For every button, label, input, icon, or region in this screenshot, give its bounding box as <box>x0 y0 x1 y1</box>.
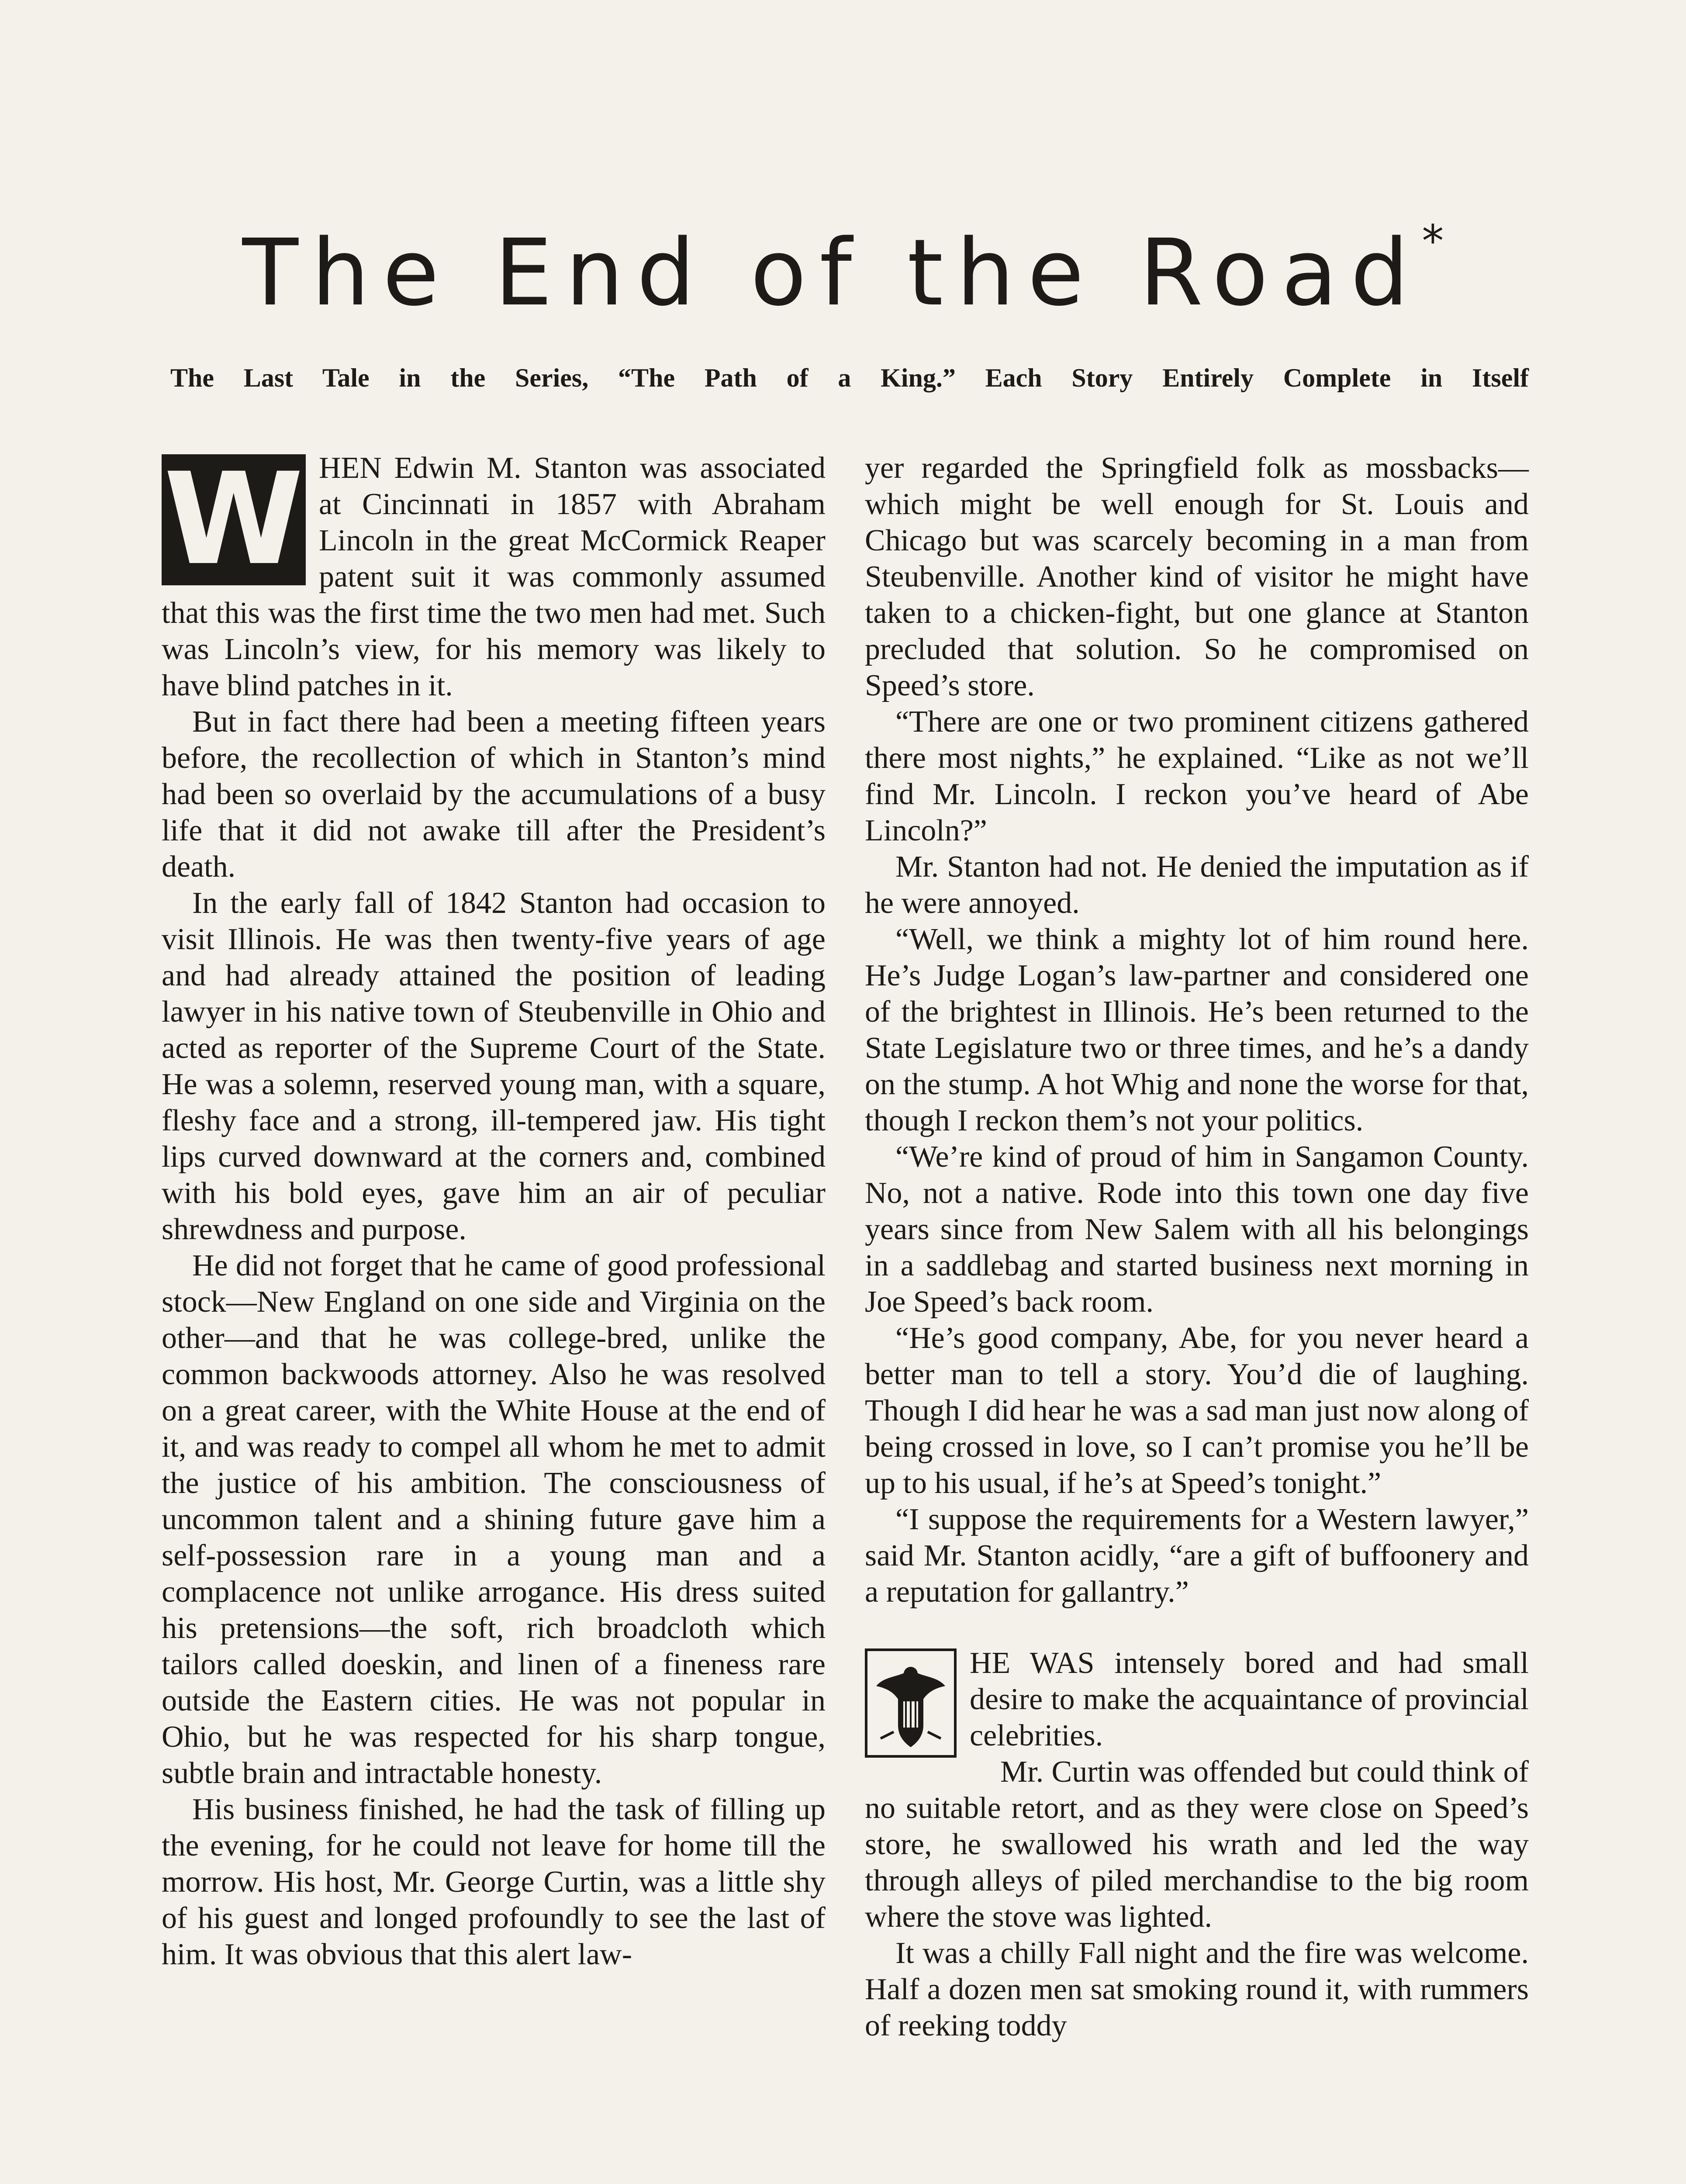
drop-cap-initial: W <box>162 454 306 585</box>
paragraph: HE WAS intensely bored and had small desire to make the acquaintance of provincial celebrities. <box>970 1646 1529 1752</box>
section-break <box>865 1610 1529 1645</box>
paragraph: yer regarded the Springfield folk as mossbacks—which might be well enough for St. Louis and Chicago but was scarcely becoming in a man from Steubenville. Another kind of visitor he might have taken to a chicken-fight, but one glance at Stanton precluded that solution. So he compromised on Speed’s store. <box>865 451 1529 702</box>
paragraph: HEN Edwin M. Stanton was associated at Cincinnati in 1857 with Abraham Lincoln in the great McCormick Reaper patent suit it was commonly assumed that this was the first time the two men had met. Such was Lincoln’s view, for his memory was likely to have blind patches in it. <box>162 451 826 702</box>
article-title: The End of the Road* <box>242 215 1444 326</box>
series-subtitle: The Last Tale in the Series, “The Path of a King.” Each Story Entirely Complete in Itself <box>170 363 1529 392</box>
paragraph: He did not forget that he came of good professional stock—New England on one side and Virginia on the other—and that he was college-bred, unlike the common backwoods attorney. Also he was resolved on a great career, with the White House at the end of it, and was ready to compel all whom he met to admit the justice of his ambition. The consciousness of uncommon talent and a shining future gave him a self-possession rare in a young man and a complacence not unlike arrogance. His dress suited his pretensions—the soft, rich broadcloth which tailors called doeskin, and linen of a fineness rare outside the Eastern cities. He was not popular in Ohio, but he was respected for his sharp tongue, subtle brain and intractable honesty. <box>162 1249 826 1790</box>
eagle-shield-icon <box>865 1648 957 1758</box>
paragraph: His business finished, he had the task of filling up the evening, for he could not leave for home till the morrow. His host, Mr. George Curtin, was a little shy of his guest and longed profoundly to see the last of him. It was obvious that this alert law- <box>162 1793 826 1971</box>
paragraph: It was a chilly Fall night and the fire was welcome. Half a dozen men sat smoking round it, with rummers of reeking toddy <box>865 1936 1529 2042</box>
paragraph: Mr. Stanton had not. He denied the imputation as if he were annoyed. <box>865 850 1529 920</box>
paragraph: In the early fall of 1842 Stanton had occasion to visit Illinois. He was then twenty-five years of age and had already attained the position of leading lawyer in his native town of Steubenville in Ohio and acted as reporter of the Supreme Court of the State. He was a solemn, reserved young man, with a square, fleshy face and a strong, ill-tempered jaw. His tight lips curved downward at the corners and, combined with his bold eyes, gave him an air of peculiar shrewdness and purpose. <box>162 886 826 1246</box>
right-column <box>865 450 1529 2044</box>
left-column <box>162 446 826 1973</box>
paragraph: “There are one or two prominent citizens gathered there most nights,” he explained. “Like as not we’ll find Mr. Lincoln. I reckon you’ve heard of Abe Lincoln?” <box>865 705 1529 847</box>
paragraph: Mr. Curtin was offended but could think of no suitable retort, and as they were close on Speed’s store, he swallowed his wrath and led the way through alleys of piled merchandise to the big room where the stove was lighted. <box>865 1755 1529 1934</box>
paragraph: But in fact there had been a meeting fifteen years before, the recollection of which in Stanton’s mind had been so overlaid by the accumulations of a busy life that it did not awake till after the President’s death. <box>162 705 826 884</box>
title-footnote-mark: * <box>1422 215 1444 266</box>
paragraph: “We’re kind of proud of him in Sangamon County. No, not a native. Rode into this town one day five years since from New Salem with all his belongings in a saddlebag and started business next morning in Joe Speed’s back room. <box>865 1140 1529 1319</box>
paragraph: “Well, we think a mighty lot of him round here. He’s Judge Logan’s law-partner and considered one of the brightest in Illinois. He’s been returned to the State Legislature two or three times, and he’s a dandy on the stump. A hot Whig and none the worse for that, though I reckon them’s not your politics. <box>865 923 1529 1137</box>
paragraph: “I suppose the requirements for a Western lawyer,” said Mr. Stanton acidly, “are a gift of buffoonery and a reputation for gallantry.” <box>865 1503 1529 1609</box>
paragraph: “He’s good company, Abe, for you never heard a better man to tell a story. You’d die of laughing. Though I did hear he was a sad man just now along of being crossed in love, so I can’t promise you he’ll be up to his usual, if he’s at Speed’s tonight.” <box>865 1321 1529 1500</box>
